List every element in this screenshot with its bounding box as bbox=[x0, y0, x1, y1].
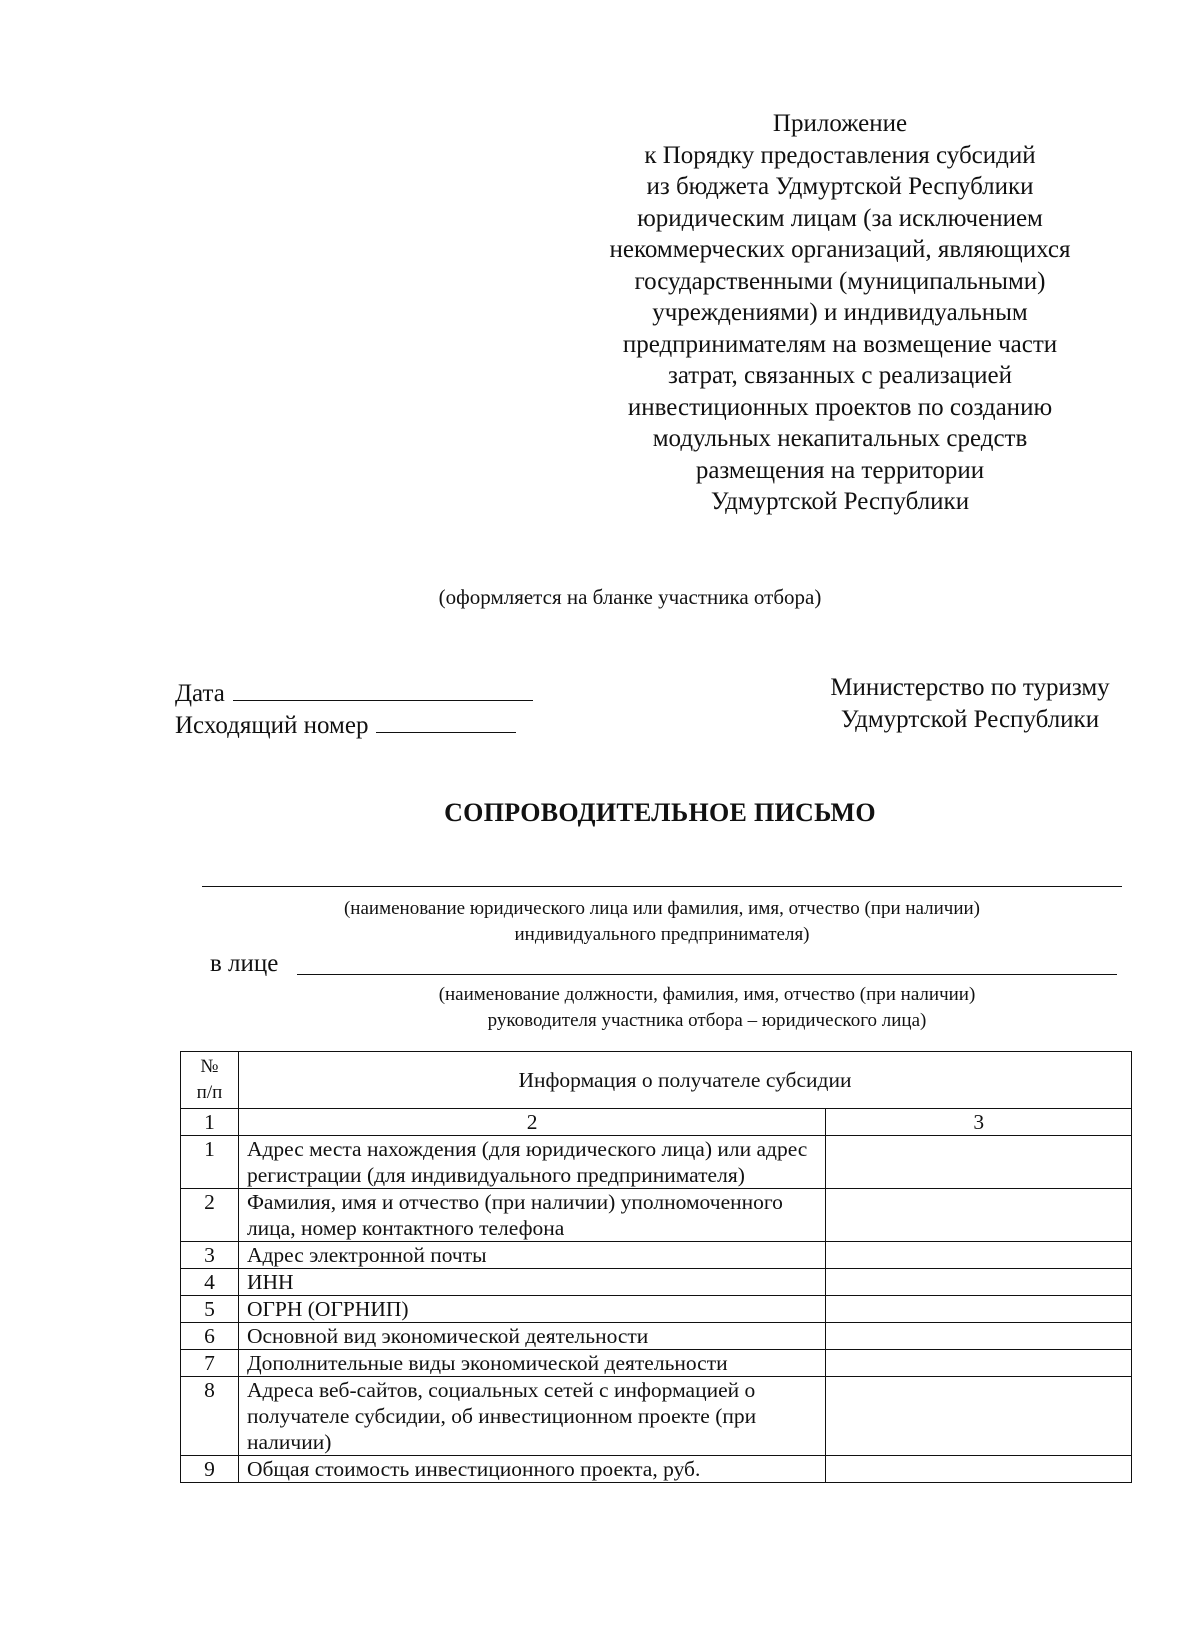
representative-field[interactable] bbox=[297, 974, 1117, 975]
row-number: 3 bbox=[181, 1242, 239, 1269]
letterhead-note: (оформляется на бланке участника отбора) bbox=[438, 585, 822, 609]
row-value-cell[interactable] bbox=[826, 1296, 1132, 1323]
row-number: 5 bbox=[181, 1296, 239, 1323]
row-number: 6 bbox=[181, 1323, 239, 1350]
outgoing-number-label: Исходящий номер bbox=[175, 712, 369, 739]
row-number: 2 bbox=[181, 1189, 239, 1242]
appendix-line: некоммерческих организаций, являющихся bbox=[609, 236, 1071, 263]
row-value-cell[interactable] bbox=[826, 1189, 1132, 1242]
row-label: ИНН bbox=[238, 1269, 825, 1296]
table-row bbox=[181, 1323, 1132, 1350]
table-row bbox=[181, 1242, 1132, 1269]
table-row bbox=[181, 1350, 1132, 1377]
document-title: СОПРОВОДИТЕЛЬНОЕ ПИСЬМО bbox=[444, 798, 876, 827]
row-label: Адреса веб-сайтов, социальных сетей с информацией о получателе субсидии, об инвестиционном проекте (при наличии) bbox=[238, 1377, 825, 1456]
row-number: 9 bbox=[181, 1456, 239, 1483]
row-value-cell[interactable] bbox=[826, 1323, 1132, 1350]
outgoing-number-field[interactable] bbox=[376, 710, 516, 733]
table-header-row bbox=[181, 1052, 1132, 1109]
row-value-cell[interactable] bbox=[826, 1350, 1132, 1377]
column-number: 3 bbox=[826, 1109, 1132, 1136]
date-line bbox=[175, 678, 533, 710]
letter-meta bbox=[175, 678, 533, 742]
appendix-line: к Порядку предоставления субсидий bbox=[644, 141, 1036, 169]
row-number: 8 bbox=[181, 1377, 239, 1456]
row-number: 7 bbox=[181, 1350, 239, 1377]
appendix-line: учреждениями) и индивидуальным bbox=[652, 299, 1028, 326]
table-row bbox=[181, 1456, 1132, 1483]
appendix-line: инвестиционных проектов по созданию bbox=[627, 393, 1053, 421]
row-label: Адрес места нахождения (для юридического лица) или адрес регистрации (для индивидуального предпринимателя) bbox=[238, 1136, 825, 1189]
represented-by-label: в лице bbox=[210, 950, 279, 977]
appendix-line: Удмуртской Республики bbox=[710, 488, 970, 515]
appendix-line: затрат, связанных с реализацией bbox=[667, 362, 1013, 389]
representative-caption bbox=[297, 982, 1117, 1034]
applicant-caption bbox=[202, 896, 1122, 948]
addressee-line: Министерство по туризму bbox=[830, 674, 1110, 701]
table-row bbox=[181, 1189, 1132, 1242]
row-value-cell[interactable] bbox=[826, 1269, 1132, 1296]
table-row bbox=[181, 1269, 1132, 1296]
appendix-line: государственными (муниципальными) bbox=[634, 267, 1046, 295]
appendix-line: юридическим лицам (за исключением bbox=[637, 204, 1043, 232]
column-number: 2 bbox=[238, 1109, 825, 1136]
row-value-cell[interactable] bbox=[826, 1242, 1132, 1269]
column-numbers-row bbox=[181, 1109, 1132, 1136]
applicant-caption-line: индивидуального предпринимателя) bbox=[514, 924, 810, 945]
representative-caption-line: (наименование должности, фамилия, имя, отчество (при наличии) bbox=[438, 984, 976, 1005]
outgoing-number-line bbox=[175, 710, 533, 742]
appendix-line: из бюджета Удмуртской Республики bbox=[646, 173, 1034, 200]
row-label: ОГРН (ОГРНИП) bbox=[238, 1296, 825, 1323]
row-label: Адрес электронной почты bbox=[238, 1242, 825, 1269]
recipient-info-table bbox=[180, 1051, 1132, 1483]
row-value-cell[interactable] bbox=[826, 1456, 1132, 1483]
table-row bbox=[181, 1296, 1132, 1323]
row-label: Общая стоимость инвестиционного проекта, руб. bbox=[238, 1456, 825, 1483]
table-row bbox=[181, 1377, 1132, 1456]
date-field[interactable] bbox=[233, 678, 533, 701]
header-num-label: п/п bbox=[196, 1082, 223, 1103]
date-label: Дата bbox=[175, 680, 225, 707]
appendix-line: предпринимателям на возмещение части bbox=[622, 330, 1058, 358]
column-number: 1 bbox=[181, 1109, 239, 1136]
applicant-caption-line: (наименование юридического лица или фамилия, имя, отчество (при наличии) bbox=[343, 898, 981, 919]
header-num-cell bbox=[181, 1052, 239, 1109]
row-number: 4 bbox=[181, 1269, 239, 1296]
header-num-symbol: № bbox=[200, 1056, 219, 1077]
row-label: Основной вид экономической деятельности bbox=[238, 1323, 825, 1350]
addressee bbox=[800, 672, 1140, 736]
appendix-header bbox=[575, 108, 1105, 518]
applicant-name-field[interactable] bbox=[202, 886, 1122, 887]
representative-caption-line: руководителя участника отбора – юридического лица) bbox=[487, 1010, 927, 1031]
row-label: Фамилия, имя и отчество (при наличии) уполномоченного лица, номер контактного телефона bbox=[238, 1189, 825, 1242]
appendix-line: Приложение bbox=[772, 110, 908, 137]
row-value-cell[interactable] bbox=[826, 1377, 1132, 1456]
row-label: Дополнительные виды экономической деятельности bbox=[238, 1350, 825, 1377]
appendix-line: модульных некапитальных средств bbox=[652, 425, 1028, 452]
header-info-cell: Информация о получателе субсидии bbox=[238, 1052, 1131, 1109]
row-value-cell[interactable] bbox=[826, 1136, 1132, 1189]
table-row bbox=[181, 1136, 1132, 1189]
appendix-line: размещения на территории bbox=[695, 456, 985, 484]
row-number: 1 bbox=[181, 1136, 239, 1189]
addressee-line: Удмуртской Республики bbox=[840, 706, 1100, 733]
